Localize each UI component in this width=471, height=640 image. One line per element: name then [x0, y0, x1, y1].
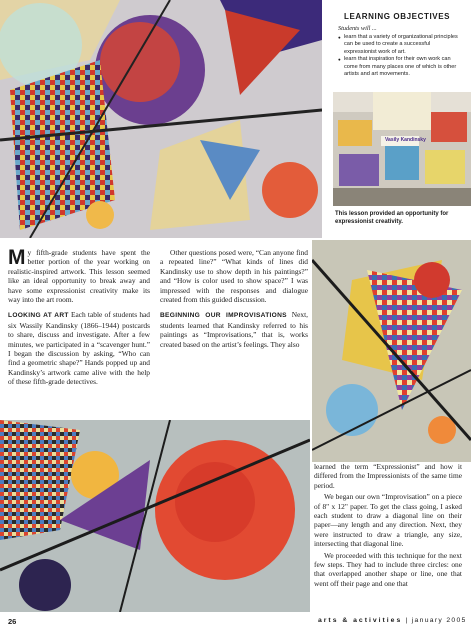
objectives-list — [332, 34, 462, 78]
article-column-3 — [314, 462, 462, 590]
artwork-right — [312, 240, 471, 462]
objectives-intro: Students will ... — [338, 25, 377, 32]
magazine-name: arts & activities — [318, 617, 403, 624]
improvisations-text: Next, students learned that Kandinsky referred to his paintings as “Improvisations,” that is, works created based on the artist’s feelings. They also — [160, 310, 308, 349]
article-column-1 — [8, 248, 150, 389]
objective-item: ● learn that a variety of organizational principles can be used to create a successful expressionist work of art. — [338, 34, 462, 56]
photo-caption: This lesson provided an opportunity for expressionist creativity. — [335, 211, 449, 225]
looking-at-art-text: Each table of students had six Wassily Kandinsky (1866–1944) postcards to share, discuss and investigate. After a few minutes, we participated in a “scavenger hunt.” I began the discussion by asking, “Who can find a geometric shape?” Hands popped up and Kandinsky’s artwork came alive with the help of these fifth-grade detectives. — [8, 310, 150, 387]
footer-separator: | — [405, 617, 409, 624]
page-number: 26 — [8, 617, 17, 626]
column-3-paragraph-1: learned the term “Expressionist” and how it differed from the Impressionists of the same time period. — [314, 462, 462, 490]
board-label: Vasily Kandinsky — [385, 137, 426, 143]
article-column-2 — [160, 248, 308, 351]
intro-paragraph: y fifth-grade students have spent the better portion of the year working on realistic-inspired artwork. This lesson seemed like an ideal opportunity to break away and have some expressionist creativity make its way into the art room. — [8, 248, 150, 305]
magazine-footer — [318, 617, 467, 624]
drop-cap: M — [8, 246, 26, 269]
objective-item: ● learn that inspiration for their own work can come from many places one of which is other artists and art movements. — [338, 56, 462, 78]
section-heading-looking-at-art: LOOKING AT ART — [8, 312, 69, 320]
objectives-heading: LEARNING OBJECTIVES — [344, 12, 451, 21]
issue-date: january 2005 — [411, 617, 467, 624]
learning-objectives — [332, 12, 462, 142]
artwork-bottom-left — [0, 420, 310, 612]
column-3-paragraph-3: We proceeded with this technique for the next few steps. They had to include three circles: one that overlapped another shape or line, one that went off their page and one that — [314, 550, 462, 588]
column-2-paragraph: Other questions posed were, “Can anyone find a repeated line?” “What kinds of lines did Kandinsky use to show depth in his paintings?” and “How is color used to show space?” I was impressed with the responses and dialogue created from this guided discussion. — [160, 248, 308, 305]
column-3-paragraph-2: We began our own “Improvisation” on a piece of 8" x 12" paper. To get the class going, I asked each student to draw a diagonal line on their paper—any length and any direction. Next, they were instructed to draw a triangle, any size, intersecting that diagonal line. — [314, 492, 462, 549]
artwork-top-left — [0, 0, 322, 238]
section-heading-improvisations: BEGINNING OUR IMPROVISATIONS — [160, 312, 287, 320]
